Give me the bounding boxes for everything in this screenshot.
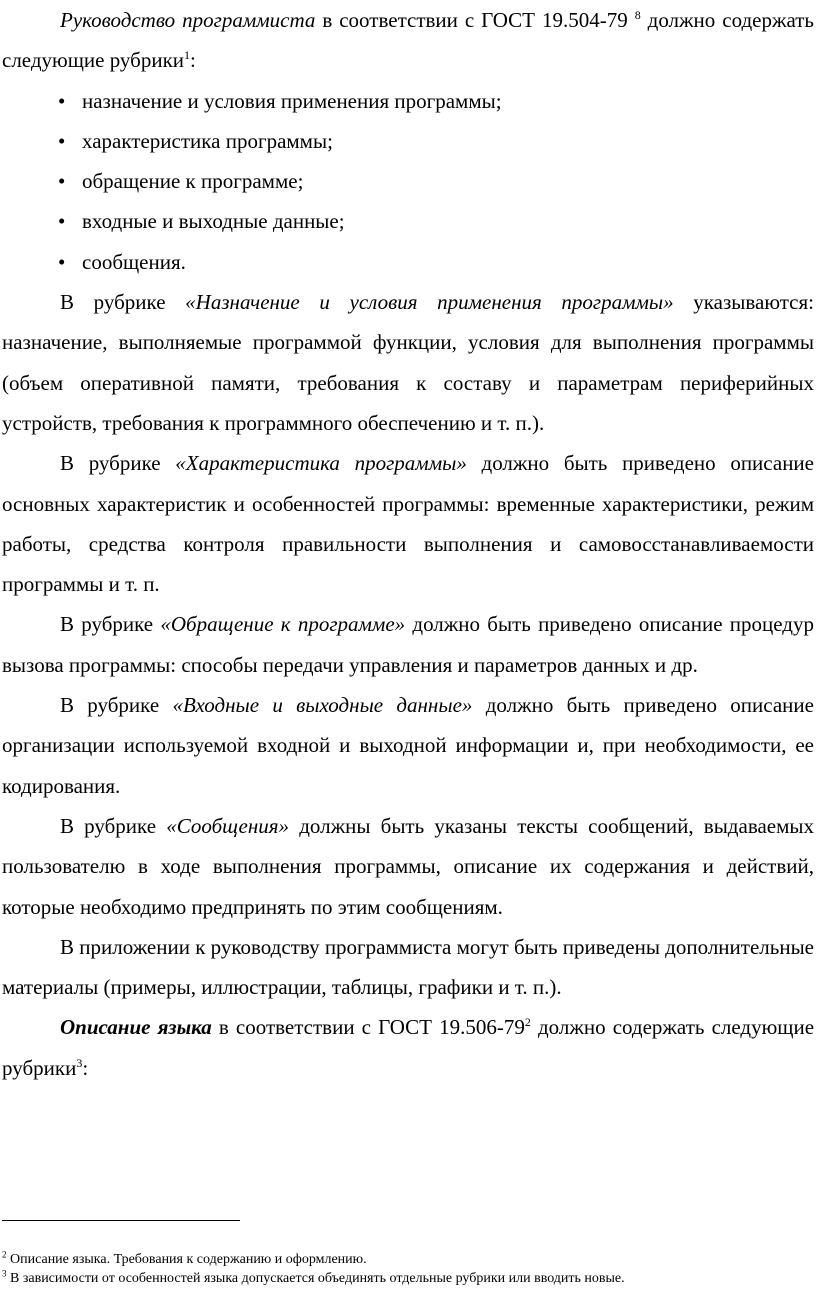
intro-text-2: должно содержать следующие рубрики	[2, 8, 815, 73]
rubric-bullet-list	[2, 81, 814, 282]
bullet-icon: •	[58, 169, 66, 194]
language-text-1: в соответствии с ГОСТ 19.506-79	[211, 1015, 525, 1040]
rubric-name-italic: «Характеристика программы»	[175, 451, 467, 476]
paragraph-text: указываются: назначение, выполняемые программой функции, условия для выполнения программы (объем оперативной памяти, требования к составу и параметрам периферийных устройств, требования к программного обеспечению и т. п.).	[2, 290, 814, 435]
language-text-3: :	[82, 1055, 89, 1080]
intro-text-1: в соответствии с ГОСТ 19.504-79	[315, 8, 635, 32]
footnotes-block	[2, 1250, 814, 1288]
bullet-icon: •	[58, 88, 66, 113]
paragraph-purpose	[2, 282, 814, 443]
list-item	[58, 242, 814, 282]
paragraph-lead: В рубрике	[60, 290, 186, 315]
rubric-name-italic: «Входные и выходные данные»	[172, 693, 473, 718]
paragraph-io-data	[2, 685, 814, 806]
language-superscript-2: 3	[76, 1055, 83, 1070]
list-item	[58, 161, 814, 201]
intro-text-3: :	[190, 48, 196, 73]
paragraph-invocation	[2, 604, 814, 685]
rubric-name-italic: «Обращение к программе»	[160, 612, 406, 637]
footnote-item	[2, 1250, 814, 1269]
list-item	[58, 81, 814, 121]
footnote-text: Описание языка. Требования к содержанию и оформлению.	[6, 1252, 367, 1267]
list-item-text: сообщения.	[82, 249, 186, 274]
footnote-item	[2, 1269, 814, 1288]
rubric-name-italic: «Назначение и условия применения программы»	[185, 290, 674, 315]
list-item-text: назначение и условия применения программы;	[82, 88, 502, 113]
intro-superscript-2: 1	[184, 48, 191, 63]
document-body	[2, 0, 814, 1088]
bullet-icon: •	[58, 128, 66, 153]
list-item-text: характеристика программы;	[82, 128, 333, 153]
list-item	[58, 121, 814, 161]
paragraph-lead: В рубрике	[60, 451, 176, 476]
intro-title-italic: Руководство программиста	[60, 8, 316, 32]
paragraph-lead: В рубрике	[60, 693, 173, 718]
paragraph-lead: В рубрике	[60, 813, 167, 838]
language-title-bold-italic: Описание языка	[60, 1015, 212, 1040]
paragraph-characteristics	[2, 443, 814, 604]
footnote-mark: 2	[2, 1249, 7, 1260]
paragraph-messages	[2, 806, 814, 927]
list-item-text: обращение к программе;	[82, 169, 304, 194]
paragraph-text: должно быть приведено описание процедур вызова программы: способы передачи управления и параметров данных и др.	[2, 612, 814, 677]
paragraph-language-description	[2, 1007, 814, 1088]
list-item-text: входные и выходные данные;	[82, 209, 345, 234]
paragraph-text: должны быть указаны тексты сообщений, выдаваемых пользователю в ходе выполнения программы, описание их содержания и действий, которые необходимо предпринять по этим сообщениям.	[2, 813, 814, 919]
paragraph-text: должно быть приведено описание организации используемой входной и выходной информации и, при необходимости, ее кодирования.	[2, 693, 814, 798]
paragraph-lead: В рубрике	[60, 612, 161, 637]
rubric-name-italic: «Сообщения»	[166, 813, 290, 838]
bullet-icon: •	[58, 209, 66, 234]
language-text-2: должно содержать следующие рубрики	[2, 1015, 815, 1080]
intro-superscript-1: 8	[634, 8, 641, 22]
footnote-text: В зависимости от особенностей языка допускается объединять отдельные рубрики или вводить новые.	[6, 1271, 625, 1286]
list-item	[58, 201, 814, 241]
intro-paragraph	[2, 0, 814, 81]
paragraph-text: должно быть приведено описание основных характеристик и особенностей программы: временные характеристики, режим работы, средства контроля правильности выполнения и самовосстанавливаемости программы и т. п.	[2, 451, 814, 597]
footnote-mark: 3	[2, 1268, 7, 1279]
paragraph-appendix: В приложении к руководству программиста могут быть приведены дополнительные материалы (примеры, иллюстрации, таблицы, графики и т. п.).	[2, 934, 815, 1000]
bullet-icon: •	[58, 249, 66, 274]
footnote-separator	[2, 1220, 240, 1221]
language-superscript-1: 2	[524, 1015, 531, 1030]
